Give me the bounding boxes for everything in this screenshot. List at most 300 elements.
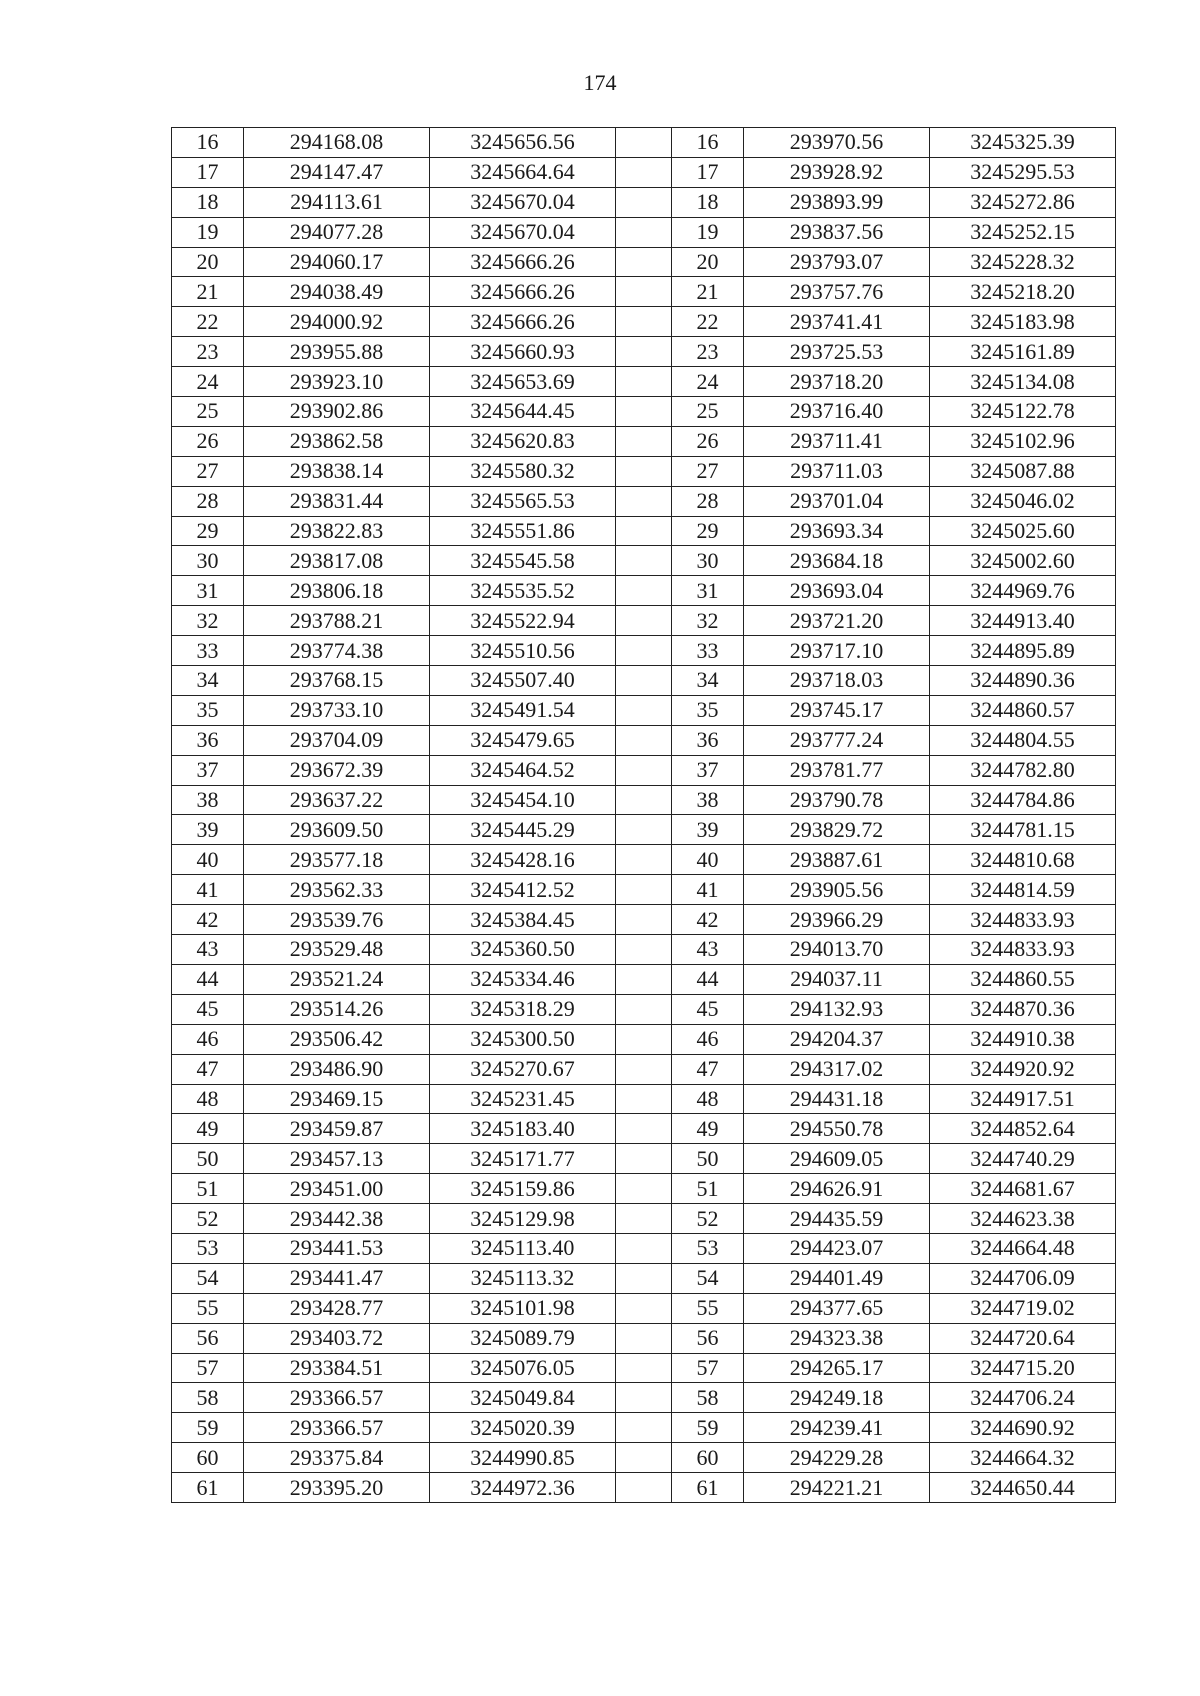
table-row: [172, 187, 1116, 217]
right-point-number: 47: [672, 1054, 744, 1084]
left-y-coordinate: 3245113.32: [430, 1263, 616, 1293]
right-y-coordinate: 3245102.96: [930, 426, 1116, 456]
left-point-number: 53: [172, 1233, 244, 1263]
left-x-coordinate: 293486.90: [244, 1054, 430, 1084]
right-y-coordinate: 3245325.39: [930, 128, 1116, 158]
left-y-coordinate: 3245565.53: [430, 486, 616, 516]
right-x-coordinate: 294550.78: [744, 1114, 930, 1144]
right-y-coordinate: 3244870.36: [930, 994, 1116, 1024]
table-row: [172, 157, 1116, 187]
right-y-coordinate: 3244833.93: [930, 905, 1116, 935]
spacer-cell: [616, 1024, 672, 1054]
left-point-number: 49: [172, 1114, 244, 1144]
left-x-coordinate: 293403.72: [244, 1323, 430, 1353]
spacer-cell: [616, 1413, 672, 1443]
left-x-coordinate: 293366.57: [244, 1413, 430, 1443]
spacer-cell: [616, 666, 672, 696]
right-y-coordinate: 3245161.89: [930, 337, 1116, 367]
left-x-coordinate: 293441.53: [244, 1233, 430, 1263]
left-y-coordinate: 3245270.67: [430, 1054, 616, 1084]
right-x-coordinate: 293741.41: [744, 307, 930, 337]
spacer-cell: [616, 1353, 672, 1383]
spacer-cell: [616, 217, 672, 247]
left-x-coordinate: 293395.20: [244, 1473, 430, 1503]
left-point-number: 33: [172, 636, 244, 666]
right-y-coordinate: 3244623.38: [930, 1204, 1116, 1234]
left-point-number: 25: [172, 397, 244, 427]
right-point-number: 56: [672, 1323, 744, 1353]
spacer-cell: [616, 964, 672, 994]
right-y-coordinate: 3244814.59: [930, 875, 1116, 905]
table-row: [172, 905, 1116, 935]
right-y-coordinate: 3244719.02: [930, 1293, 1116, 1323]
left-point-number: 31: [172, 576, 244, 606]
table-row: [172, 815, 1116, 845]
left-x-coordinate: 293375.84: [244, 1443, 430, 1473]
left-y-coordinate: 3245666.26: [430, 307, 616, 337]
table-row: [172, 217, 1116, 247]
table-row: [172, 1473, 1116, 1503]
left-y-coordinate: 3245670.04: [430, 187, 616, 217]
right-y-coordinate: 3244690.92: [930, 1413, 1116, 1443]
table-row: [172, 994, 1116, 1024]
table-row: [172, 397, 1116, 427]
left-point-number: 22: [172, 307, 244, 337]
right-y-coordinate: 3244650.44: [930, 1473, 1116, 1503]
right-y-coordinate: 3245122.78: [930, 397, 1116, 427]
right-point-number: 28: [672, 486, 744, 516]
left-x-coordinate: 293768.15: [244, 666, 430, 696]
right-y-coordinate: 3244895.89: [930, 636, 1116, 666]
left-y-coordinate: 3245479.65: [430, 725, 616, 755]
right-x-coordinate: 293717.10: [744, 636, 930, 666]
left-point-number: 38: [172, 785, 244, 815]
left-y-coordinate: 3245101.98: [430, 1293, 616, 1323]
right-y-coordinate: 3244740.29: [930, 1144, 1116, 1174]
right-point-number: 41: [672, 875, 744, 905]
left-y-coordinate: 3245076.05: [430, 1353, 616, 1383]
table-row: [172, 367, 1116, 397]
spacer-cell: [616, 905, 672, 935]
right-x-coordinate: 294626.91: [744, 1174, 930, 1204]
left-x-coordinate: 294077.28: [244, 217, 430, 247]
left-point-number: 36: [172, 725, 244, 755]
left-x-coordinate: 294147.47: [244, 157, 430, 187]
right-point-number: 24: [672, 367, 744, 397]
left-y-coordinate: 3244972.36: [430, 1473, 616, 1503]
right-x-coordinate: 293711.03: [744, 456, 930, 486]
page-number: 174: [583, 70, 617, 95]
right-point-number: 46: [672, 1024, 744, 1054]
right-point-number: 31: [672, 576, 744, 606]
right-point-number: 27: [672, 456, 744, 486]
left-point-number: 46: [172, 1024, 244, 1054]
left-y-coordinate: 3245445.29: [430, 815, 616, 845]
left-y-coordinate: 3245510.56: [430, 636, 616, 666]
left-point-number: 43: [172, 935, 244, 965]
spacer-cell: [616, 337, 672, 367]
left-y-coordinate: 3245620.83: [430, 426, 616, 456]
left-y-coordinate: 3245464.52: [430, 755, 616, 785]
table-row: [172, 755, 1116, 785]
right-x-coordinate: 293684.18: [744, 546, 930, 576]
table-row: [172, 725, 1116, 755]
left-y-coordinate: 3245580.32: [430, 456, 616, 486]
left-point-number: 18: [172, 187, 244, 217]
right-point-number: 20: [672, 247, 744, 277]
table-row: [172, 1323, 1116, 1353]
left-y-coordinate: 3245231.45: [430, 1084, 616, 1114]
left-y-coordinate: 3245300.50: [430, 1024, 616, 1054]
left-point-number: 40: [172, 845, 244, 875]
spacer-cell: [616, 785, 672, 815]
left-x-coordinate: 293862.58: [244, 426, 430, 456]
table-row: [172, 606, 1116, 636]
right-point-number: 23: [672, 337, 744, 367]
left-point-number: 37: [172, 755, 244, 785]
table-row: [172, 1413, 1116, 1443]
left-y-coordinate: 3245129.98: [430, 1204, 616, 1234]
left-point-number: 35: [172, 695, 244, 725]
right-point-number: 25: [672, 397, 744, 427]
right-point-number: 37: [672, 755, 744, 785]
left-x-coordinate: 293637.22: [244, 785, 430, 815]
table-row: [172, 337, 1116, 367]
right-point-number: 33: [672, 636, 744, 666]
left-y-coordinate: 3245049.84: [430, 1383, 616, 1413]
right-y-coordinate: 3244706.24: [930, 1383, 1116, 1413]
right-y-coordinate: 3244910.38: [930, 1024, 1116, 1054]
left-x-coordinate: 294168.08: [244, 128, 430, 158]
left-point-number: 55: [172, 1293, 244, 1323]
left-y-coordinate: 3245660.93: [430, 337, 616, 367]
table-row: [172, 576, 1116, 606]
table-row: [172, 128, 1116, 158]
right-y-coordinate: 3245025.60: [930, 516, 1116, 546]
left-point-number: 44: [172, 964, 244, 994]
right-point-number: 26: [672, 426, 744, 456]
right-x-coordinate: 293905.56: [744, 875, 930, 905]
spacer-cell: [616, 1204, 672, 1234]
left-x-coordinate: 293609.50: [244, 815, 430, 845]
left-point-number: 48: [172, 1084, 244, 1114]
left-y-coordinate: 3245522.94: [430, 606, 616, 636]
right-x-coordinate: 293716.40: [744, 397, 930, 427]
left-y-coordinate: 3245113.40: [430, 1233, 616, 1263]
left-x-coordinate: 293672.39: [244, 755, 430, 785]
right-point-number: 42: [672, 905, 744, 935]
table-row: [172, 1443, 1116, 1473]
table-row: [172, 1233, 1116, 1263]
table-row: [172, 1263, 1116, 1293]
right-x-coordinate: 294265.17: [744, 1353, 930, 1383]
left-y-coordinate: 3245507.40: [430, 666, 616, 696]
right-y-coordinate: 3244781.15: [930, 815, 1116, 845]
left-point-number: 26: [172, 426, 244, 456]
right-point-number: 36: [672, 725, 744, 755]
right-point-number: 17: [672, 157, 744, 187]
right-point-number: 60: [672, 1443, 744, 1473]
right-point-number: 52: [672, 1204, 744, 1234]
right-x-coordinate: 293928.92: [744, 157, 930, 187]
table-row: [172, 1353, 1116, 1383]
left-y-coordinate: 3245089.79: [430, 1323, 616, 1353]
left-y-coordinate: 3245318.29: [430, 994, 616, 1024]
left-y-coordinate: 3245360.50: [430, 935, 616, 965]
spacer-cell: [616, 994, 672, 1024]
right-y-coordinate: 3244920.92: [930, 1054, 1116, 1084]
right-y-coordinate: 3245228.32: [930, 247, 1116, 277]
table-row: [172, 636, 1116, 666]
right-point-number: 49: [672, 1114, 744, 1144]
spacer-cell: [616, 845, 672, 875]
right-y-coordinate: 3244706.09: [930, 1263, 1116, 1293]
right-x-coordinate: 293711.41: [744, 426, 930, 456]
spacer-cell: [616, 367, 672, 397]
spacer-cell: [616, 1293, 672, 1323]
left-point-number: 16: [172, 128, 244, 158]
left-x-coordinate: 293451.00: [244, 1174, 430, 1204]
left-point-number: 17: [172, 157, 244, 187]
left-point-number: 29: [172, 516, 244, 546]
left-x-coordinate: 293923.10: [244, 367, 430, 397]
right-point-number: 43: [672, 935, 744, 965]
right-point-number: 55: [672, 1293, 744, 1323]
spacer-cell: [616, 426, 672, 456]
spacer-cell: [616, 187, 672, 217]
right-point-number: 30: [672, 546, 744, 576]
left-y-coordinate: 3245183.40: [430, 1114, 616, 1144]
right-point-number: 16: [672, 128, 744, 158]
spacer-cell: [616, 486, 672, 516]
spacer-cell: [616, 247, 672, 277]
left-point-number: 54: [172, 1263, 244, 1293]
left-y-coordinate: 3245491.54: [430, 695, 616, 725]
spacer-cell: [616, 456, 672, 486]
left-x-coordinate: 294038.49: [244, 277, 430, 307]
left-point-number: 59: [172, 1413, 244, 1443]
left-point-number: 58: [172, 1383, 244, 1413]
left-y-coordinate: 3245535.52: [430, 576, 616, 606]
right-x-coordinate: 294013.70: [744, 935, 930, 965]
right-y-coordinate: 3244681.67: [930, 1174, 1116, 1204]
right-x-coordinate: 293693.04: [744, 576, 930, 606]
right-x-coordinate: 293970.56: [744, 128, 930, 158]
right-point-number: 22: [672, 307, 744, 337]
right-x-coordinate: 293718.03: [744, 666, 930, 696]
right-y-coordinate: 3244852.64: [930, 1114, 1116, 1144]
right-point-number: 50: [672, 1144, 744, 1174]
spacer-cell: [616, 695, 672, 725]
right-point-number: 58: [672, 1383, 744, 1413]
left-x-coordinate: 293506.42: [244, 1024, 430, 1054]
right-point-number: 40: [672, 845, 744, 875]
left-y-coordinate: 3245428.16: [430, 845, 616, 875]
spacer-cell: [616, 1323, 672, 1353]
right-y-coordinate: 3244715.20: [930, 1353, 1116, 1383]
left-x-coordinate: 293704.09: [244, 725, 430, 755]
right-point-number: 57: [672, 1353, 744, 1383]
left-point-number: 23: [172, 337, 244, 367]
spacer-cell: [616, 128, 672, 158]
left-x-coordinate: 293442.38: [244, 1204, 430, 1234]
left-point-number: 24: [172, 367, 244, 397]
left-y-coordinate: 3245656.56: [430, 128, 616, 158]
right-point-number: 32: [672, 606, 744, 636]
table-row: [172, 1024, 1116, 1054]
coordinate-table: [171, 127, 1116, 1503]
left-x-coordinate: 293529.48: [244, 935, 430, 965]
table-row: [172, 307, 1116, 337]
left-point-number: 34: [172, 666, 244, 696]
left-x-coordinate: 293817.08: [244, 546, 430, 576]
right-point-number: 34: [672, 666, 744, 696]
right-y-coordinate: 3245002.60: [930, 546, 1116, 576]
right-x-coordinate: 294431.18: [744, 1084, 930, 1114]
left-point-number: 47: [172, 1054, 244, 1084]
right-y-coordinate: 3244664.48: [930, 1233, 1116, 1263]
left-y-coordinate: 3245666.26: [430, 247, 616, 277]
right-y-coordinate: 3244782.80: [930, 755, 1116, 785]
right-y-coordinate: 3244860.57: [930, 695, 1116, 725]
left-y-coordinate: 3245644.45: [430, 397, 616, 427]
right-point-number: 45: [672, 994, 744, 1024]
table-row: [172, 1144, 1116, 1174]
right-y-coordinate: 3244833.93: [930, 935, 1116, 965]
table-row: [172, 695, 1116, 725]
right-point-number: 38: [672, 785, 744, 815]
right-point-number: 51: [672, 1174, 744, 1204]
left-x-coordinate: 293577.18: [244, 845, 430, 875]
left-x-coordinate: 294113.61: [244, 187, 430, 217]
left-x-coordinate: 293428.77: [244, 1293, 430, 1323]
table-row: [172, 546, 1116, 576]
left-y-coordinate: 3245159.86: [430, 1174, 616, 1204]
left-x-coordinate: 293562.33: [244, 875, 430, 905]
left-x-coordinate: 293838.14: [244, 456, 430, 486]
table-row: [172, 456, 1116, 486]
right-x-coordinate: 293721.20: [744, 606, 930, 636]
left-x-coordinate: 293539.76: [244, 905, 430, 935]
spacer-cell: [616, 1114, 672, 1144]
right-y-coordinate: 3245272.86: [930, 187, 1116, 217]
coordinate-table-body: [172, 128, 1116, 1503]
right-y-coordinate: 3245183.98: [930, 307, 1116, 337]
table-row: [172, 1174, 1116, 1204]
right-point-number: 29: [672, 516, 744, 546]
left-y-coordinate: 3245551.86: [430, 516, 616, 546]
left-x-coordinate: 293457.13: [244, 1144, 430, 1174]
left-point-number: 30: [172, 546, 244, 576]
right-x-coordinate: 293757.76: [744, 277, 930, 307]
left-point-number: 60: [172, 1443, 244, 1473]
left-point-number: 32: [172, 606, 244, 636]
spacer-cell: [616, 1263, 672, 1293]
right-point-number: 61: [672, 1473, 744, 1503]
right-x-coordinate: 294609.05: [744, 1144, 930, 1174]
right-x-coordinate: 294377.65: [744, 1293, 930, 1323]
table-row: [172, 666, 1116, 696]
right-x-coordinate: 294435.59: [744, 1204, 930, 1234]
left-y-coordinate: 3245545.58: [430, 546, 616, 576]
right-x-coordinate: 293793.07: [744, 247, 930, 277]
right-point-number: 59: [672, 1413, 744, 1443]
spacer-cell: [616, 1233, 672, 1263]
table-row: [172, 277, 1116, 307]
table-row: [172, 426, 1116, 456]
spacer-cell: [616, 1443, 672, 1473]
spacer-cell: [616, 1174, 672, 1204]
left-point-number: 42: [172, 905, 244, 935]
left-x-coordinate: 293514.26: [244, 994, 430, 1024]
spacer-cell: [616, 546, 672, 576]
left-y-coordinate: 3245664.64: [430, 157, 616, 187]
spacer-cell: [616, 725, 672, 755]
spacer-cell: [616, 935, 672, 965]
table-row: [172, 1114, 1116, 1144]
left-y-coordinate: 3245412.52: [430, 875, 616, 905]
table-row: [172, 1383, 1116, 1413]
table-row: [172, 486, 1116, 516]
left-y-coordinate: 3245454.10: [430, 785, 616, 815]
left-x-coordinate: 293521.24: [244, 964, 430, 994]
table-row: [172, 1084, 1116, 1114]
spacer-cell: [616, 1054, 672, 1084]
right-x-coordinate: 294249.18: [744, 1383, 930, 1413]
right-y-coordinate: 3244860.55: [930, 964, 1116, 994]
left-x-coordinate: 293774.38: [244, 636, 430, 666]
right-x-coordinate: 294229.28: [744, 1443, 930, 1473]
left-y-coordinate: 3245020.39: [430, 1413, 616, 1443]
left-x-coordinate: 293384.51: [244, 1353, 430, 1383]
left-x-coordinate: 293441.47: [244, 1263, 430, 1293]
spacer-cell: [616, 1383, 672, 1413]
left-y-coordinate: 3245653.69: [430, 367, 616, 397]
left-x-coordinate: 293806.18: [244, 576, 430, 606]
right-point-number: 48: [672, 1084, 744, 1114]
right-x-coordinate: 293887.61: [744, 845, 930, 875]
right-y-coordinate: 3244784.86: [930, 785, 1116, 815]
table-row: [172, 845, 1116, 875]
left-point-number: 61: [172, 1473, 244, 1503]
table-row: [172, 1054, 1116, 1084]
table-row: [172, 785, 1116, 815]
right-point-number: 53: [672, 1233, 744, 1263]
right-x-coordinate: 294323.38: [744, 1323, 930, 1353]
left-point-number: 28: [172, 486, 244, 516]
right-x-coordinate: 293725.53: [744, 337, 930, 367]
right-point-number: 19: [672, 217, 744, 247]
right-y-coordinate: 3245295.53: [930, 157, 1116, 187]
left-y-coordinate: 3245171.77: [430, 1144, 616, 1174]
right-x-coordinate: 294401.49: [744, 1263, 930, 1293]
left-x-coordinate: 294060.17: [244, 247, 430, 277]
right-point-number: 54: [672, 1263, 744, 1293]
left-y-coordinate: 3245670.04: [430, 217, 616, 247]
right-x-coordinate: 294132.93: [744, 994, 930, 1024]
spacer-cell: [616, 277, 672, 307]
spacer-cell: [616, 875, 672, 905]
left-point-number: 20: [172, 247, 244, 277]
table-row: [172, 1293, 1116, 1323]
table-row: [172, 1204, 1116, 1234]
left-x-coordinate: 293733.10: [244, 695, 430, 725]
left-point-number: 52: [172, 1204, 244, 1234]
spacer-cell: [616, 815, 672, 845]
table-row: [172, 935, 1116, 965]
right-x-coordinate: 294239.41: [744, 1413, 930, 1443]
left-x-coordinate: 293831.44: [244, 486, 430, 516]
